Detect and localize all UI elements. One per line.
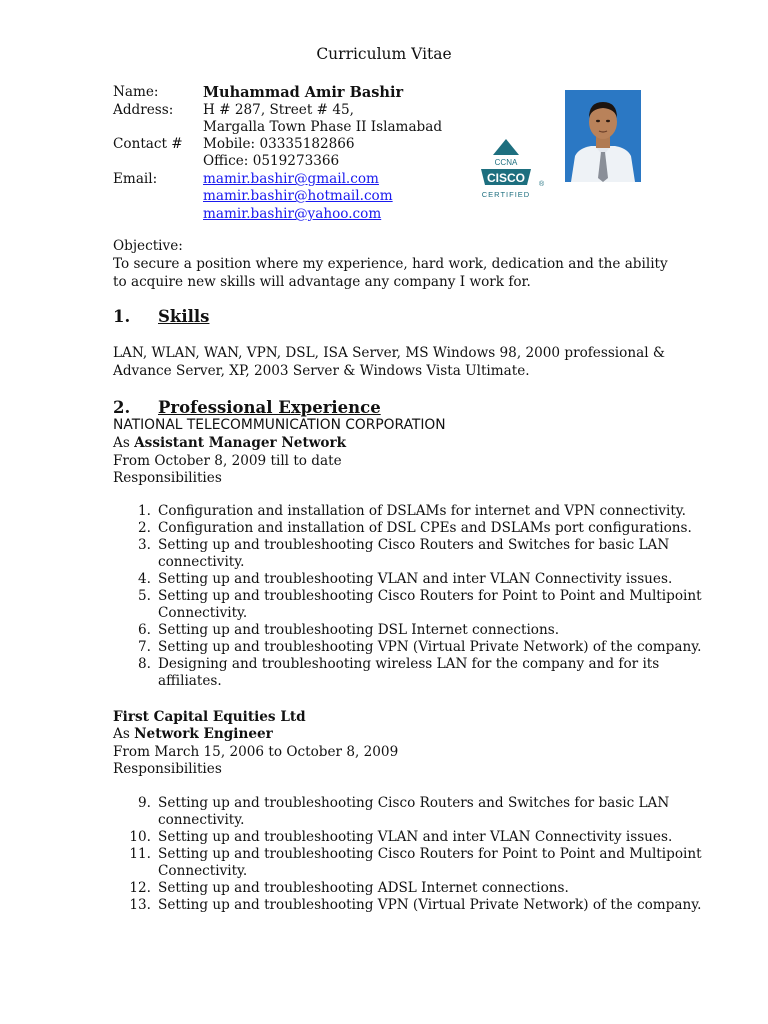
email-label: Email: [113, 171, 158, 187]
list-item-number: 2. [138, 520, 151, 536]
page-title: Curriculum Vitae [316, 45, 452, 63]
list-item [113, 656, 703, 690]
experience-title: Professional Experience [158, 398, 381, 417]
job-role-line [113, 435, 346, 451]
list-item-number: 3. [138, 537, 151, 553]
job-period: From March 15, 2006 to October 8, 2009 [113, 744, 399, 760]
job-role-line [113, 726, 273, 742]
list-item-number: 1. [138, 503, 151, 519]
list-item-number: 9. [138, 795, 151, 811]
list-item [113, 503, 703, 520]
responsibilities-label: Responsibilities [113, 761, 222, 777]
list-item [113, 880, 703, 897]
address-line-1: H # 287, Street # 45, [203, 102, 354, 118]
email-link-gmail[interactable]: mamir.bashir@gmail.com [203, 171, 379, 187]
list-item-text: Setting up and troubleshooting Cisco Routers for Point to Point and Multipoint Connectivity. [158, 846, 702, 879]
list-item-number: 13. [129, 897, 151, 913]
skills-text: LAN, WLAN, WAN, VPN, DSL, ISA Server, MS Windows 98, 2000 professional & Advance Server, XP, 2003 Server & Windows Vista Ultimate. [113, 345, 665, 379]
as-prefix: As [113, 435, 130, 451]
job-period: From October 8, 2009 till to date [113, 453, 342, 469]
experience-number: 2. [113, 398, 131, 417]
list-item [113, 520, 703, 537]
email-link-hotmail[interactable]: mamir.bashir@hotmail.com [203, 188, 393, 204]
cisco-text: CISCO [486, 171, 526, 185]
address-label: Address: [113, 102, 174, 118]
list-item-number: 8. [138, 656, 151, 672]
list-item [113, 588, 703, 622]
objective-label: Objective: [113, 238, 183, 254]
address-line-2: Margalla Town Phase II Islamabad [203, 119, 443, 135]
registered-mark: ® [539, 181, 545, 188]
skills-title: Skills [158, 307, 210, 326]
list-item-text: Setting up and troubleshooting VPN (Virtual Private Network) of the company. [158, 897, 702, 913]
list-item-text: Setting up and troubleshooting VPN (Virtual Private Network) of the company. [158, 639, 702, 655]
list-item [113, 639, 703, 656]
list-item-number: 5. [138, 588, 151, 604]
list-item-text: Setting up and troubleshooting DSL Internet connections. [158, 622, 560, 638]
responsibilities-list [113, 503, 703, 690]
list-item-number: 6. [138, 622, 151, 638]
list-item-number: 10. [129, 829, 151, 845]
list-item [113, 846, 703, 880]
list-item-text: Setting up and troubleshooting Cisco Routers and Switches for basic LAN connectivity. [158, 795, 670, 828]
mobile-number: Mobile: 03335182866 [203, 136, 355, 152]
list-item [113, 795, 703, 829]
skills-heading [113, 307, 209, 326]
list-item [113, 571, 703, 588]
list-item [113, 829, 703, 846]
list-item-text: Setting up and troubleshooting VLAN and inter VLAN Connectivity issues. [158, 571, 673, 587]
profile-photo [565, 90, 641, 182]
company-name: NATIONAL TELECOMMUNICATION CORPORATION [113, 417, 446, 433]
list-item-text: Configuration and installation of DSLAMs for internet and VPN connectivity. [158, 503, 686, 519]
list-item-text: Setting up and troubleshooting ADSL Internet connections. [158, 880, 569, 896]
list-item [113, 537, 703, 571]
list-item [113, 622, 703, 639]
full-name: Muhammad Amir Bashir [203, 84, 404, 101]
responsibilities-list [113, 795, 703, 914]
skills-number: 1. [113, 307, 131, 326]
responsibilities-label: Responsibilities [113, 470, 222, 486]
list-item-text: Designing and troubleshooting wireless LAN for the company and for its affiliates. [158, 656, 660, 689]
ccna-text: CCNA [494, 158, 518, 167]
email-link-yahoo[interactable]: mamir.bashir@yahoo.com [203, 206, 382, 222]
contact-label: Contact # [113, 136, 183, 152]
office-number: Office: 0519273366 [203, 153, 340, 169]
certified-text: CERTIFIED [481, 190, 531, 199]
list-item-text: Setting up and troubleshooting VLAN and inter VLAN Connectivity issues. [158, 829, 673, 845]
job-role: Network Engineer [134, 726, 273, 742]
list-item-text: Setting up and troubleshooting Cisco Routers and Switches for basic LAN connectivity. [158, 537, 670, 570]
ccna-cisco-logo [470, 138, 548, 202]
list-item-number: 12. [129, 880, 151, 896]
list-item-text: Setting up and troubleshooting Cisco Routers for Point to Point and Multipoint Connectivity. [158, 588, 702, 621]
list-item-number: 11. [129, 846, 151, 862]
name-label: Name: [113, 84, 159, 100]
experience-heading [113, 398, 381, 417]
list-item-text: Configuration and installation of DSL CPEs and DSLAMs port configurations. [158, 520, 692, 536]
company-name: First Capital Equities Ltd [113, 709, 306, 725]
list-item-number: 4. [138, 571, 151, 587]
list-item-number: 7. [138, 639, 151, 655]
as-prefix: As [113, 726, 130, 742]
job-role: Assistant Manager Network [134, 435, 347, 451]
objective-text: To secure a position where my experience, hard work, dedication and the ability to acquire new skills will advantage any company I work for. [113, 256, 668, 290]
list-item [113, 897, 703, 914]
